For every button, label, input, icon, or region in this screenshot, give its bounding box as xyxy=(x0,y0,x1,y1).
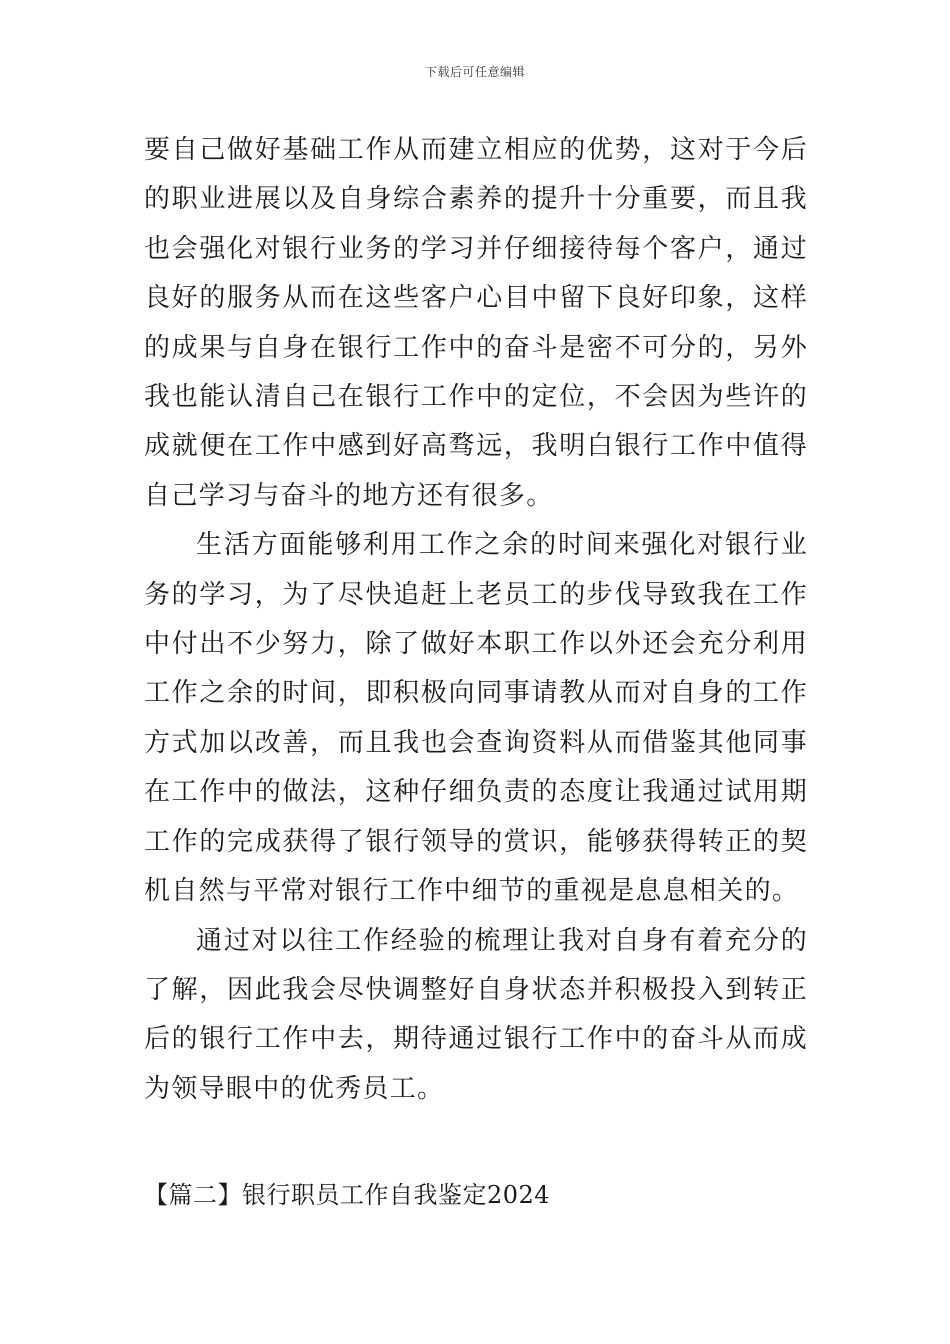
page-header-note: 下载后可任意编辑 xyxy=(424,65,525,79)
paragraph-1: 要自己做好基础工作从而建立相应的优势，这对于今后的职业进展以及自身综合素养的提升十分重要，而且我也会强化对银行业务的学习并仔细接待每个客户，通过良好的服务从而在这些客户心目中留下良好印象，这样的成果与自身在银行工作中的奋斗是密不可分的，另外我也能认清自己在银行工作中的定位，不会因为些许的成就便在工作中感到好高骛远，我明白银行工作中值得自己学习与奋斗的地方还有很多。 xyxy=(144,135,808,511)
section-heading: 【篇二】银行职员工作自我鉴定2024 xyxy=(144,1181,551,1209)
paragraph-2: 生活方面能够利用工作之余的时间来强化对银行业务的学习，为了尽快追赶上老员工的步伐导致我在工作中付出不少努力，除了做好本职工作以外还会充分利用工作之余的时间，即积极向同事请教从而对自身的工作方式加以改善，而且我也会查询资料从而借鉴其他同事在工作中的做法，这种仔细负责的态度让我通过试用期工作的完成获得了银行领导的赏识，能够获得转正的契机自然与平常对银行工作中细节的重视是息息相关的。 xyxy=(144,530,808,907)
paragraph-3: 通过对以往工作经验的梳理让我对自身有着充分的了解，因此我会尽快调整好自身状态并积极投入到转正后的银行工作中去，期待通过银行工作中的奋斗从而成为领导眼中的优秀员工。 xyxy=(144,925,808,1104)
document-body xyxy=(144,126,808,1114)
